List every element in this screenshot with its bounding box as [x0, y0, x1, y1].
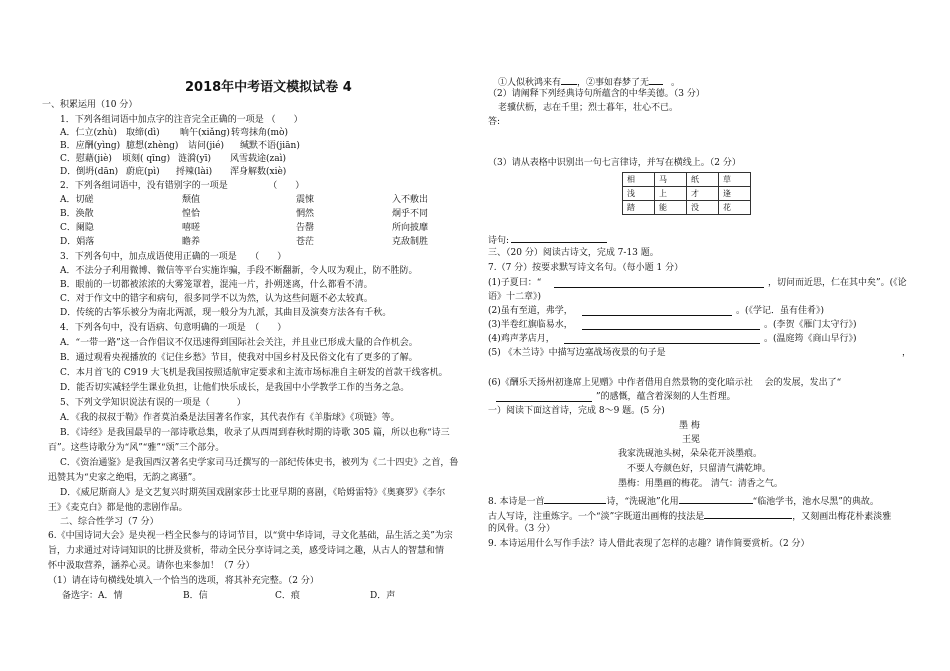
fill-1-text: ①人似秋鸿来有	[498, 78, 562, 88]
q1-option-d3: 捋辣(lài)	[176, 167, 213, 177]
table-cell: 上	[655, 187, 687, 201]
q2-option-d2: 瞻养	[182, 237, 201, 247]
q7-item-6-line1: (6)《酬乐天扬州初逢席上见赠》中作者借用自然景物的变化暗示社 会的发展，发出了“	[488, 378, 842, 388]
question-6-line1: 6.《中国诗词大会》是央视一档全民参与的诗词节目，以“赏中华诗词，寻文化基础，品生活之美”为宗	[48, 531, 453, 541]
q2-option-a3: 震悚	[296, 195, 315, 205]
q5-option-a: A．《我的叔叔于勒》作者莫泊桑是法国著名作家，其代表作有《羊脂球》《项链》等。	[60, 413, 400, 423]
answer-label: 答:	[488, 117, 501, 127]
poem-line-1: 我家洗砚池头树，朵朵花开淡墨痕。	[618, 449, 763, 459]
q2-option-b2: 惶恰	[182, 209, 201, 219]
page-title: 2018年中考语文模拟试卷 4	[185, 80, 352, 95]
q7-item-5-start: (5) 《木兰诗》中描写边塞战场夜景的句子是	[488, 348, 666, 358]
q1-option-b2: 臆想(zhèng)	[126, 141, 179, 151]
q2-option-b1: B．涣散	[60, 209, 94, 219]
fill-end: 。	[671, 78, 681, 88]
poem-line-2: 不要人夸颜色好，只留清气满乾坤。	[627, 464, 772, 474]
poem-quote-2: 老骥伏枥，志在千里；烈士暮年，壮心不已。	[498, 103, 679, 113]
fill-2-text: ，②事如春梦了无	[577, 78, 650, 88]
q1-option-a1: A．仁立(zhù)	[60, 128, 117, 138]
q7-item-3-start: (3)半卷红旗临易水，	[488, 320, 573, 330]
q1-option-c2: 顷刻( qīng)	[122, 154, 171, 164]
fill-blank-2[interactable]	[649, 75, 663, 85]
q8-blank-2[interactable]	[679, 494, 753, 504]
question-6-part1: （1）请在诗句横线处填入一个恰当的选项，将其补充完整。（2 分）	[48, 576, 319, 586]
question-9: 9. 本诗运用什么写作手法？诗人借此表现了怎样的志趣？请作简要赏析。（2 分）	[488, 539, 810, 549]
q7-item-1-end: ，切问而近思，仁在其中矣”。(《论	[768, 278, 907, 288]
table-cell: 马	[655, 173, 687, 187]
question-6-line2: 旨，力求通过对诗词知识的比拼及赏析，带动全民分享诗词之美，感受诗词之趣，从古人的智慧和情	[48, 546, 445, 556]
question-7: 7.（7 分）按要求默写诗文名句。（每小题 1 分）	[488, 263, 684, 273]
q8-text-a: 8. 本诗是一首	[488, 497, 545, 507]
q5-option-d-line1: D．《威尼斯商人》是文艺复兴时期英国戏剧家莎士比亚早期的喜剧，《哈姆雷特》《奥赛罗》《李尔	[60, 488, 446, 498]
q2-option-d1: D．娟落	[60, 237, 95, 247]
character-table	[622, 172, 751, 215]
section-3-heading: 三、（20 分）阅读古诗文，完成 7-13 题。	[488, 248, 659, 258]
q7-item-2-start: (2)虽有至道，弗学，	[488, 306, 573, 316]
q1-option-d4: 浑身解数(xiè)	[230, 167, 287, 177]
q7-item-4-start: (4)鸡声茅店月，	[488, 334, 555, 344]
q2-option-b4: 炯乎不同	[392, 209, 429, 219]
poem-label: 诗句:	[488, 236, 510, 246]
q2-option-c2: 嘻嗟	[182, 223, 201, 233]
poem-title: 墨 梅	[679, 421, 700, 431]
q1-option-a4: 转弯抹角(mò)	[231, 128, 288, 138]
q2-option-d4: 克敌制胜	[392, 237, 429, 247]
table-row	[623, 201, 751, 215]
q1-option-c1: C．慰藉(jiè)	[60, 154, 112, 164]
table-cell: 才	[687, 187, 719, 201]
question-5: 5、下列文学知识说法有误的一项是（ ）	[60, 398, 246, 408]
table-cell: 相	[623, 173, 655, 187]
q2-option-c4: 所向披靡	[392, 223, 429, 233]
q4-option-c: C．本月首飞的 C919 大飞机是我国按照适航审定要求和主流市场标准自主研发的首款干线客机。	[60, 368, 448, 378]
q1-option-d2: 蔚庇(pì)	[126, 167, 160, 177]
q6-option-b: B．信	[183, 591, 208, 601]
question-3: 3．下列各句中，加点成语使用正确的一项是 （ ）	[60, 252, 287, 262]
q2-option-a1: A．切磋	[60, 195, 94, 205]
q8-text-d: 古人写诗，注重炼字。一个“淡”字既道出画梅的技法是	[488, 512, 705, 522]
question-8-line2	[488, 509, 891, 523]
q8-text-c: “临池学书，池水尽黑”的典故。	[752, 497, 879, 507]
q2-option-d3: 苍茫	[296, 237, 315, 247]
reading-1-heading: 一）阅读下面这首诗，完成 8～9 题。(5 分)	[488, 406, 665, 416]
table-cell: 没	[687, 201, 719, 215]
table-cell: 草	[719, 173, 751, 187]
question-1: 1．下列各组词语中加点字的注音完全正确的一项是 （ ）	[60, 115, 303, 125]
question-8-line3: 的风骨。（3 分）	[488, 524, 556, 534]
q7-blank-2[interactable]	[582, 306, 732, 316]
q2-option-c1: C．阑隐	[60, 223, 94, 233]
fill-blank-1[interactable]	[561, 75, 577, 85]
table-cell: 花	[719, 201, 751, 215]
q2-option-a2: 颓值	[182, 195, 201, 205]
q7-item-4-end: 。(温庭筠《商山早行》)	[764, 334, 857, 344]
q4-option-d: D．能否切实减轻学生课业负担，让他们快乐成长，是我国中小学教学工作的当务之急。	[60, 383, 410, 393]
q1-option-d1: D．倒坍(dān)	[60, 167, 119, 177]
question-8-line1	[488, 494, 879, 508]
q7-blank-4[interactable]	[564, 334, 760, 344]
table-cell: 浅	[623, 187, 655, 201]
table-cell: 踏	[623, 201, 655, 215]
q1-option-b3: 诘问(jié)	[188, 141, 225, 151]
q6-option-a: 备选字：A．情	[62, 591, 123, 601]
q6-fill-line	[498, 75, 680, 89]
q7-item-5-end: ，	[902, 348, 912, 358]
poem-answer-blank[interactable]	[511, 233, 607, 243]
q8-blank-1[interactable]	[544, 494, 606, 504]
question-4: 4．下列各句中，没有语病、句意明确的一项是 （ ）	[60, 323, 287, 333]
q5-option-c-line2: 迅赞其为“史家之绝唱，无韵之离骚”。	[48, 473, 202, 483]
q7-item-3-end: 。(李贺《雁门太守行》)	[764, 320, 857, 330]
table-cell: 纸	[687, 173, 719, 187]
q2-option-a4: 入不敷出	[392, 195, 429, 205]
question-6-line3: 怀中汲取营养，涵养心灵。请你也来参加！（7 分）	[48, 561, 255, 571]
question-6-part2: （2）请阐释下列经典诗句所蕴含的中华美德。（3 分）	[488, 89, 705, 99]
q4-option-b: B．通过观看央视播放的《记住乡愁》节目，使我对中国乡村及民俗文化有了更多的了解。	[60, 353, 418, 363]
q5-option-b-line2: 百”。这些诗歌分为“风”“雅”“颂”三个部分。	[48, 443, 225, 453]
q5-option-c-line1: C．《资治通鉴》是我国西汉著名史学家司马迁撰写的一部纪传体史书，被列为《二十四史》之首，鲁	[60, 458, 459, 468]
q7-item-1-start: (1)子夏曰：“	[488, 278, 542, 288]
q3-option-b: B．眼前的一切都被浓浓的大雾笼罩着，混沌一片，扑朔迷离，什么都看不清。	[60, 280, 373, 290]
q8-blank-3[interactable]	[704, 509, 792, 519]
q3-option-d: D．传统的古筝乐被分为南北两派，现一般分为九派，其曲目及演奏方法各有千秋。	[60, 308, 392, 318]
q1-option-c3: 涟漪(yī)	[178, 154, 211, 164]
q8-text-e: ，又刻画出梅花朴素淡雅	[792, 512, 892, 522]
question-6-part3: （3）请从表格中识别出一句七言律诗，并写在横线上。（2 分）	[488, 158, 741, 168]
section-2-heading: 二、综合性学习（7 分）	[60, 517, 159, 527]
table-cell: 逢	[719, 187, 751, 201]
q2-option-b3: 惘然	[296, 209, 315, 219]
q4-option-a: A．“一带一路”这一合作倡议不仅迅速得到国际社会关注，并且业已形成大量的合作机会。	[60, 338, 418, 348]
q1-option-a2: 取缔(dì)	[126, 128, 160, 138]
q1-option-a3: 晌午(xiǎng)	[180, 128, 230, 138]
poem-answer-line	[488, 233, 607, 247]
q7-blank-5[interactable]	[492, 364, 892, 373]
q8-text-b: 诗，“洗砚池”化用	[606, 497, 679, 507]
q1-option-c4: 风雪载途(zaì)	[230, 154, 287, 164]
poem-author: 王冕	[682, 435, 701, 445]
q1-option-b4: 缄默不语(jiān)	[240, 141, 300, 151]
poem-note: 墨梅：用墨画的梅花。 清气：清香之气。	[618, 479, 783, 489]
q7-blank-6[interactable]	[496, 392, 592, 402]
table-row	[623, 173, 751, 187]
q7-item-2-end: 。(《学记．虽有佳肴》)	[736, 306, 825, 316]
q6-option-d: D．声	[370, 591, 396, 601]
q2-option-c3: 告罄	[296, 223, 315, 233]
q5-option-b-line1: B．《诗经》是我国最早的一部诗歌总集，收录了从西周到春秋时期的诗歌 305 篇，所以也称“诗三	[60, 428, 450, 438]
question-2: 2．下列各组词语中，没有错别字的一项是 （ ）	[60, 181, 305, 191]
q6-option-c: C．痕	[275, 591, 300, 601]
q1-option-b1: B．应酬(yìng)	[60, 141, 121, 151]
q7-item-1-source: 语》十二章》)	[488, 292, 542, 302]
section-1-heading: 一、积累运用（10 分）	[42, 100, 138, 110]
q7-blank-1[interactable]	[554, 278, 764, 288]
q5-option-d-line2: 王》《麦克白》都是他的悲剧作品。	[48, 503, 188, 513]
q7-item-6-line2: ”的感慨，蕴含着深刻的人生哲理。	[596, 392, 736, 402]
q3-option-a: A．不法分子利用微博、微信等平台实施诈骗，手段不断翻新，令人叹为观止，防不胜防。	[60, 266, 418, 276]
q7-blank-3[interactable]	[582, 320, 760, 330]
table-row	[623, 187, 751, 201]
q3-option-c: C．对于作文中的错字和病句，很多同学不以为然，认为这些问题不必太较真。	[60, 294, 373, 304]
table-cell: 能	[655, 201, 687, 215]
